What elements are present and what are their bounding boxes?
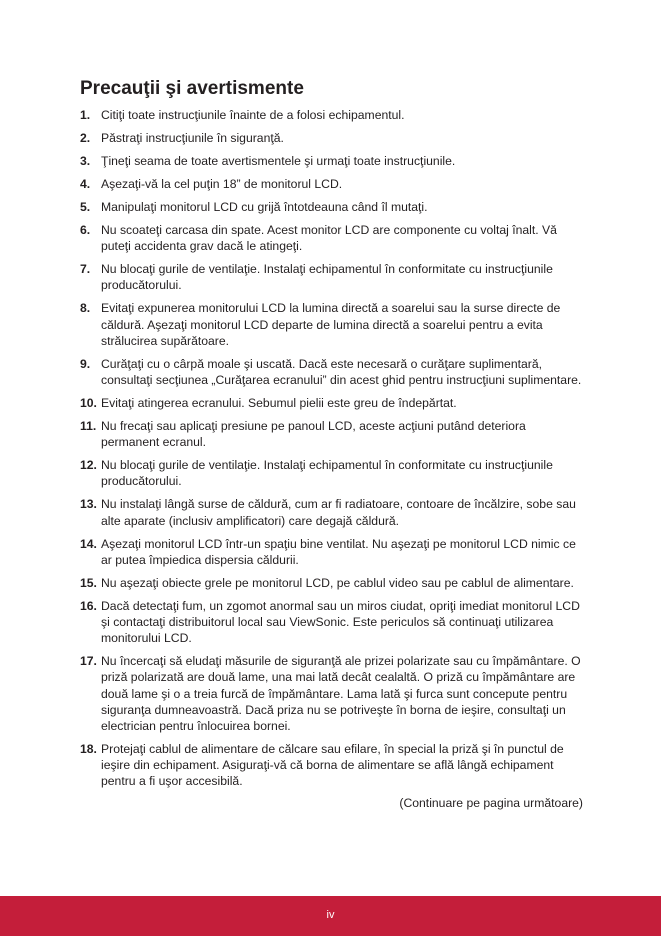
list-item — [80, 457, 583, 489]
list-item — [80, 107, 583, 123]
item-number: 2. — [80, 131, 91, 145]
footer-bar — [0, 896, 661, 936]
item-text: Nu aşezaţi obiecte grele pe monitorul LCD, pe cablul video sau pe cablul de alimentare. — [101, 575, 574, 590]
item-number: 6. — [80, 223, 91, 237]
item-text: Nu blocaţi gurile de ventilaţie. Instalaţi echipamentul în conformitate cu instrucţiunile producătorului. — [101, 458, 553, 489]
list-item — [80, 300, 583, 349]
item-text: Evitaţi atingerea ecranului. Sebumul pielii este greu de îndepărtat. — [101, 396, 457, 411]
item-text: Nu încercaţi să eludaţi măsurile de siguranţă ale prizei polarizate sau cu împământare. O priză polarizată are două lame, una mai lată decât cealaltă. O priză cu împământare are două lame şi o a treia furcă de împământare. Lama lată şi furca sunt concepute pentru siguranţa dumneavoastră. Dacă priza nu se potriveşte în borna de ieşire, consultaţi un electrician pentru înlocuirea bornei. — [101, 654, 581, 734]
item-number: 17. — [80, 654, 97, 669]
item-number: 12. — [80, 458, 97, 473]
item-number: 11. — [80, 419, 97, 434]
item-text: Dacă detectaţi fum, un zgomot anormal sau un miros ciudat, opriţi imediat monitorul LCD şi contactaţi distribuitorul local sau ViewSonic. Este periculos să continuaţi utilizarea monitorului LCD. — [101, 598, 580, 646]
precautions-list — [80, 107, 583, 790]
item-text: Nu blocaţi gurile de ventilaţie. Instalaţi echipamentul în conformitate cu instrucţiunile producătorului. — [101, 262, 553, 293]
item-text: Aşezaţi monitorul LCD într-un spaţiu bine ventilat. Nu aşezaţi pe monitorul LCD nimic ce ar putea împiedica dispersia căldurii. — [101, 536, 576, 567]
item-text: Păstraţi instrucţiunile în siguranţă. — [101, 131, 284, 145]
list-item — [80, 496, 583, 528]
list-item — [80, 395, 583, 411]
item-text: Curăţaţi cu o cârpă moale şi uscată. Dacă este necesară o curăţare suplimentară, consultaţi secţiunea „Curăţarea ecranului” din acest ghid pentru instrucţiuni suplimentare. — [101, 356, 582, 388]
list-item — [80, 536, 583, 568]
item-number: 7. — [80, 262, 91, 277]
item-number: 18. — [80, 742, 97, 757]
item-text: Citiţi toate instrucţiunile înainte de a folosi echipamentul. — [101, 108, 405, 122]
item-text: Manipulaţi monitorul LCD cu grijă întotdeauna când îl mutaţi. — [101, 200, 428, 214]
item-number: 5. — [80, 200, 91, 214]
list-item — [80, 356, 583, 388]
list-item — [80, 176, 583, 192]
item-text: Evitaţi expunerea monitorului LCD la lumina directă a soarelui sau la surse directe de căldură. Aşezaţi monitorul LCD departe de lumina directă a soarelui pentru a evita strălucirea supărătoare. — [101, 301, 561, 348]
list-item — [80, 199, 583, 215]
page-number: iv — [326, 909, 335, 921]
item-number: 10. — [80, 396, 97, 411]
list-item — [80, 653, 583, 734]
item-text: Nu frecaţi sau aplicaţi presiune pe panoul LCD, aceste acţiuni putând deteriora permanent ecranul. — [101, 419, 526, 450]
page-content — [80, 78, 583, 811]
item-number: 3. — [80, 154, 91, 168]
item-number: 15. — [80, 575, 97, 590]
item-number: 14. — [80, 536, 97, 551]
list-item — [80, 261, 583, 293]
list-item — [80, 741, 583, 790]
list-item — [80, 153, 583, 169]
item-text: Protejaţi cablul de alimentare de călcare sau efilare, în special la priză şi în punctul de ieşire din echipament. Asiguraţi-vă că borna de alimentare se află lângă echipament pentru a fi uşor accesibilă. — [101, 742, 564, 789]
item-text: Nu scoateţi carcasa din spate. Acest monitor LCD are componente cu voltaj înalt. Vă puteţi accidenta grav dacă le atingeţi. — [101, 223, 557, 254]
item-number: 9. — [80, 356, 91, 371]
list-item — [80, 222, 583, 254]
item-text: Nu instalaţi lângă surse de căldură, cum ar fi radiatoare, contoare de încălzire, sobe sau alte aparate (inclusiv amplificatori) care degajă căldură. — [101, 497, 576, 528]
item-number: 16. — [80, 598, 97, 613]
item-text: Aşezaţi-vă la cel puţin 18” de monitorul LCD. — [101, 177, 343, 191]
item-number: 8. — [80, 301, 91, 316]
item-number: 13. — [80, 497, 97, 512]
item-number: 4. — [80, 177, 91, 191]
item-number: 1. — [80, 108, 91, 122]
item-text: Ţineţi seama de toate avertismentele şi urmaţi toate instrucţiunile. — [101, 154, 456, 168]
page-title: Precauţii şi avertismente — [80, 78, 304, 99]
list-item — [80, 575, 583, 591]
list-item — [80, 130, 583, 146]
list-item — [80, 418, 583, 450]
list-item — [80, 598, 583, 647]
continued-note: (Continuare pe pagina următoare) — [399, 796, 583, 811]
